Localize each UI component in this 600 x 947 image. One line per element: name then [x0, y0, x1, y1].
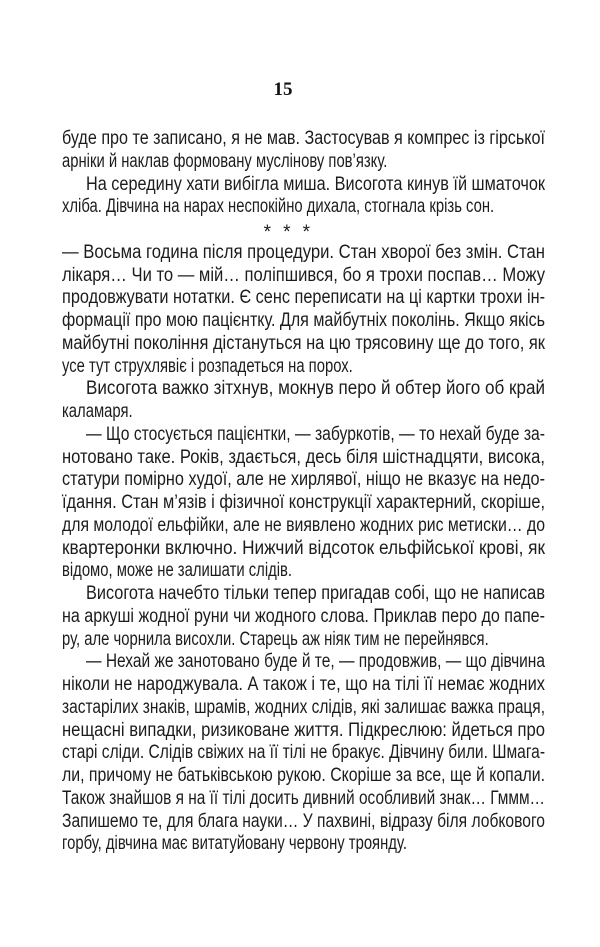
text-line-content: застарілих знаків, шрамів, жодних слідів, які залишає важка праця,	[62, 696, 545, 718]
text-line	[62, 469, 545, 492]
text-line	[62, 560, 545, 583]
text-line-content: Висогота важко зітхнув, мокнув перо й обтер його об край	[86, 378, 545, 400]
text-line	[62, 742, 545, 765]
text-line	[62, 629, 545, 652]
text-line-content: На середину хати вибігла миша. Висогота кинув їй шматочок	[86, 173, 545, 195]
text-line	[62, 606, 545, 629]
text-line	[62, 515, 545, 538]
text-line-content: Висогота начебто тільки тепер пригадав собі, що не написав	[86, 583, 545, 604]
section-separator-glyphs: * * *	[263, 222, 314, 243]
text-line-content: нещасні випадки, ризиковане життя. Підкреслюю: йдеться про	[62, 719, 545, 741]
text-block	[62, 128, 545, 856]
text-line	[62, 196, 545, 219]
text-line	[62, 151, 545, 174]
text-line-content: на аркуші жодної руни чи жодного слова. Приклав перо до папе-	[62, 605, 545, 627]
text-line	[62, 765, 545, 788]
text-line-content: буде про те записано, я не мав. Застосував я компрес із гірської	[62, 128, 545, 149]
text-line-content: хліба. Дівчина на нарах неспокійно дихала, стогнала крізь сон.	[62, 196, 495, 218]
text-line	[62, 310, 545, 333]
text-line	[62, 720, 545, 743]
text-line	[62, 651, 545, 674]
text-line-content: формації про мою пацієнтку. Для майбутніх поколінь. Якщо якісь	[62, 310, 545, 331]
text-line-content: ніколи не народжувала. А також і те, що на тілі її немає жодних	[62, 674, 545, 695]
text-line-content: статури помірно худої, але не хирлявої, ніщо не вказує на недо-	[62, 469, 545, 491]
text-line-content: лікаря… Чи то — мій… поліпшився, бо я трохи поспав… Можу	[62, 264, 545, 286]
text-line	[62, 356, 545, 379]
text-line-content: Також знайшов я на її тілі досить дивний особливий знак… Гммм…	[62, 787, 545, 809]
text-line	[62, 401, 545, 424]
text-line	[62, 424, 545, 447]
text-line-content: ру, але чорнила висохли. Старець аж ніяк тим не перейнявся.	[62, 628, 489, 650]
text-line-content: усе тут струхлявіє і розпадеться на порох.	[62, 355, 353, 377]
text-line-content: для молодої ельфійки, але не виявлено жодних рис метиски… до	[62, 514, 545, 536]
text-line-content: старі сліди. Слідів свіжих на її тілі не бракує. Дівчину били. Шмага-	[62, 742, 545, 764]
text-line-content: нотовано таке. Років, здається, десь біля шістнадцяти, висока,	[62, 446, 545, 468]
text-line	[62, 128, 545, 151]
text-line-content: — Восьма година після процедури. Стан хворої без змін. Стан	[62, 241, 545, 263]
text-line	[62, 333, 545, 356]
text-line	[62, 492, 545, 515]
text-line	[62, 538, 545, 561]
text-line	[62, 788, 545, 811]
text-line	[62, 811, 545, 834]
text-line	[62, 833, 545, 856]
text-line-content: арніки й наклав формовану муслінову пов’язку.	[62, 150, 388, 172]
text-line	[62, 265, 545, 288]
text-line	[62, 242, 545, 265]
text-line	[62, 447, 545, 470]
text-line-content: — Нехай же занотовано буде й те, — продовжив, — що дівчина	[86, 651, 545, 673]
text-line-content: квартеронки включно. Нижчий відсоток ельфійської крові, як	[62, 537, 545, 559]
section-separator	[62, 219, 545, 242]
text-line	[62, 174, 545, 197]
text-line-content: ли, причому не батьківською рукою. Скоріше за все, ще й копали.	[62, 765, 545, 786]
text-line-content: їдання. Стан м’язів і фізичної конструкції характерний, скоріше,	[62, 492, 545, 513]
text-line-content: каламаря.	[62, 401, 133, 422]
text-line	[62, 674, 545, 697]
text-line	[62, 697, 545, 720]
text-line-content: горбу, дівчина має витатуйовану червону троянду.	[62, 833, 407, 855]
text-line-content: продовжувати нотатки. Є сенс переписати на ці картки трохи ін-	[62, 287, 545, 309]
text-line	[62, 287, 545, 310]
text-line-content: майбутні покоління дістануться на цю трясовину ще до того, як	[62, 332, 545, 354]
text-line-content: — Що стосується пацієнтки, — забуркотів, — то нехай буде за-	[86, 423, 545, 445]
page-number: 15	[273, 79, 293, 100]
text-line	[62, 583, 545, 606]
text-line-content: Запишемо те, для блага науки… У пахвині, відразу біля лобкового	[62, 810, 545, 832]
text-line	[62, 378, 545, 401]
text-line-content: відомо, може не залишати слідів.	[62, 560, 293, 582]
